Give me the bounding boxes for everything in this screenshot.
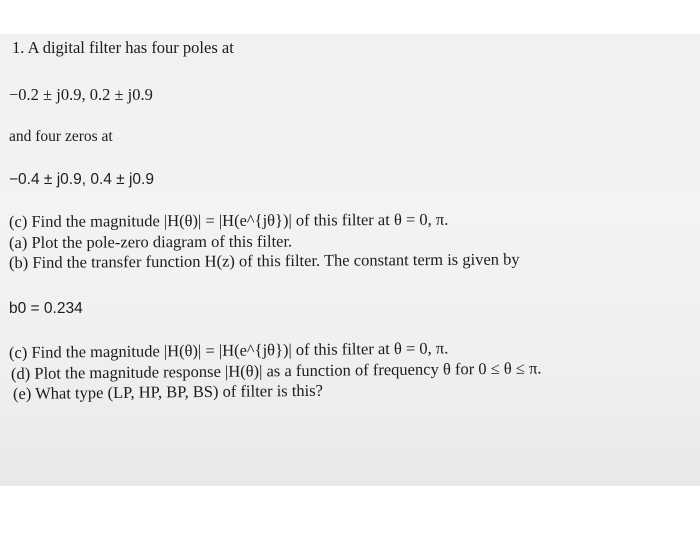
part-c: (c) Find the magnitude |H(θ)| = |H(e^{jθ})| of this filter at θ = 0, π.: [8, 338, 449, 362]
part-a: (a) Plot the pole-zero diagram of this filter.: [8, 231, 293, 252]
part-c-first: (c) Find the magnitude |H(θ)| = |H(e^{jθ})| of this filter at θ = 0, π.: [8, 209, 449, 231]
poles-list: −0.2 ± j0.9, 0.2 ± j0.9: [9, 85, 153, 104]
problem-statement: 1. A digital filter has four poles at: [12, 38, 234, 57]
part-e: (e) What type (LP, HP, BP, BS) of filter is this?: [12, 380, 324, 403]
part-d: (d) Plot the magnitude response |H(θ)| as a function of frequency θ for 0 ≤ θ ≤ π.: [10, 358, 542, 383]
b0-value: b0 = 0.234: [9, 300, 83, 317]
zeros-intro: and four zeros at: [9, 128, 113, 145]
zeros-list: −0.4 ± j0.9, 0.4 ± j0.9: [9, 171, 154, 188]
part-b: (b) Find the transfer function H(z) of this filter. The constant term is given by: [8, 249, 520, 272]
problem-photo: [0, 34, 700, 486]
